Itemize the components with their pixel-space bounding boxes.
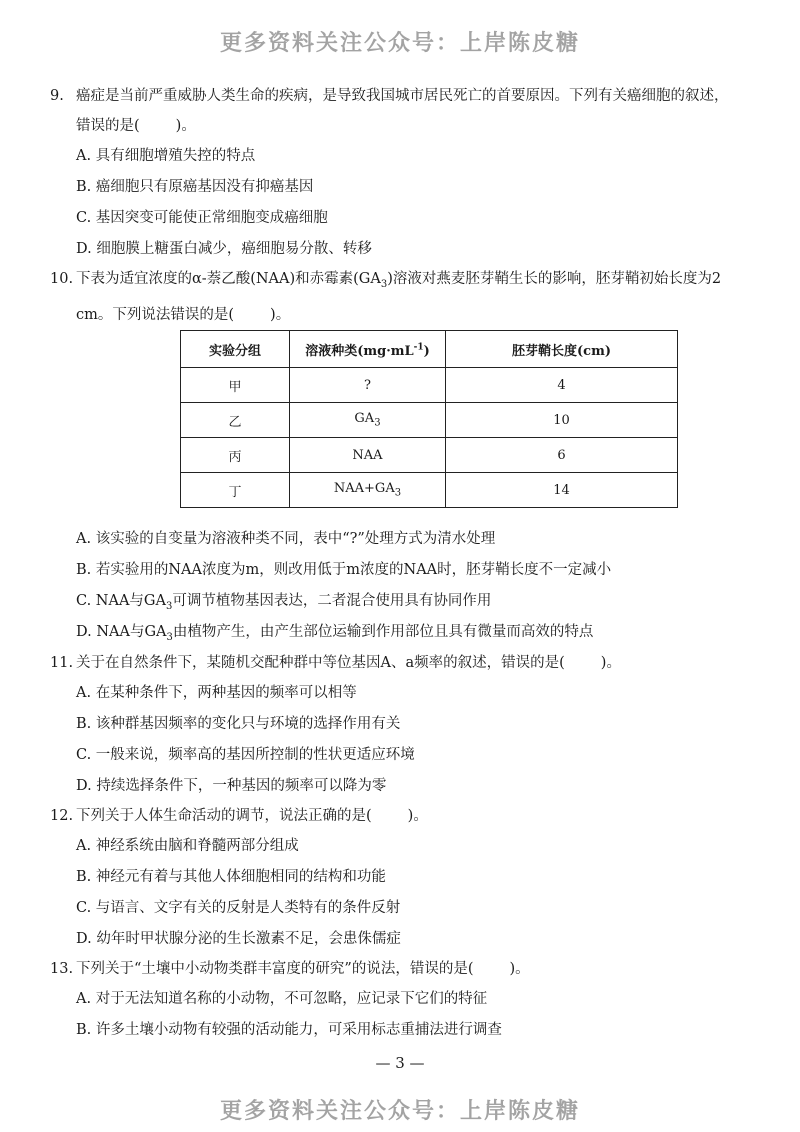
option-b: B. 癌细胞只有原癌基因没有抑癌基因 bbox=[76, 179, 314, 195]
column-header-length: 胚芽鞘长度(cm) bbox=[446, 331, 678, 368]
watermark-top: 更多资料关注公众号：上岸陈皮糖 bbox=[219, 31, 580, 56]
table-cell: 4 bbox=[446, 368, 678, 403]
option-c: C. NAA与$GA_3$可调节植物基因表达，二者混合使用具有协同作用 bbox=[76, 593, 492, 612]
option-b: B. 该种群基因频率的变化只与环境的选择作用有关 bbox=[76, 716, 401, 732]
table-row bbox=[181, 368, 678, 403]
growth-table bbox=[180, 330, 678, 508]
option-b: B. 神经元有着与其他人体细胞相同的结构和功能 bbox=[76, 869, 386, 885]
column-header-group: 实验分组 bbox=[181, 331, 290, 368]
table-cell: 14 bbox=[446, 473, 678, 508]
question-stem: 9. 癌症是当前严重威胁人类生命的疾病，是导致我国城市居民死亡的首要原因。下列有关癌细胞的叙述，错误的是( )。 bbox=[50, 81, 730, 141]
option-d: D. 细胞膜上糖蛋白减少，癌细胞易分散、转移 bbox=[76, 241, 372, 257]
option-c: C. 一般来说，频率高的基因所控制的性状更适应环境 bbox=[76, 747, 415, 763]
question-number: 13. bbox=[50, 961, 74, 977]
table-row bbox=[181, 403, 678, 438]
table-cell: 甲 bbox=[181, 368, 290, 403]
table-cell: 10 bbox=[446, 403, 678, 438]
option-d: D. 持续选择条件下，一种基因的频率可以降为零 bbox=[76, 778, 387, 794]
table-cell: 丙 bbox=[181, 438, 290, 473]
option-c: C. 基因突变可能使正常细胞变成癌细胞 bbox=[76, 210, 328, 226]
option-a: A. 该实验的自变量为溶液种类不同，表中“?”处理方式为清水处理 bbox=[76, 531, 496, 547]
question-number: 11. bbox=[50, 655, 74, 671]
question-stem: 11. 关于在自然条件下，某随机交配种群中等位基因A、a频率的叙述，错误的是( )。 bbox=[50, 648, 730, 678]
option-d: D. NAA与$GA_3$由植物产生，由产生部位运输到作用部位且具有微量而高效的特点 bbox=[76, 624, 594, 643]
option-a: A. 具有细胞增殖失控的特点 bbox=[76, 148, 256, 164]
option-b: B. 若实验用的NAA浓度为m，则改用低于m浓度的NAA时，胚芽鞘长度不一定减小 bbox=[76, 562, 612, 578]
table-cell: ? bbox=[290, 368, 446, 403]
option-d: D. 幼年时甲状腺分泌的生长激素不足，会患侏儒症 bbox=[76, 931, 401, 947]
table-cell: $NAA+GA_3$ bbox=[290, 473, 446, 508]
question-stem: 12. 下列关于人体生命活动的调节，说法正确的是( )。 bbox=[50, 801, 730, 831]
table-row bbox=[181, 438, 678, 473]
question-number: 10. bbox=[50, 271, 74, 287]
option-a: A. 神经系统由脑和脊髓两部分组成 bbox=[76, 838, 299, 854]
table-cell: $GA_3$ bbox=[290, 403, 446, 438]
question-number: 12. bbox=[50, 808, 74, 824]
question-9 bbox=[50, 81, 730, 265]
table-cell: 6 bbox=[446, 438, 678, 473]
question-10 bbox=[50, 264, 730, 330]
table-header-row bbox=[181, 331, 678, 368]
table-cell: 乙 bbox=[181, 403, 290, 438]
option-b: B. 许多土壤小动物有较强的活动能力，可采用标志重捕法进行调查 bbox=[76, 1022, 502, 1038]
option-a: A. 对于无法知道名称的小动物，不可忽略，应记录下它们的特征 bbox=[76, 991, 488, 1007]
table-cell: 丁 bbox=[181, 473, 290, 508]
column-header-solution: 溶液种类$(mg\cdot mL^{-1})$ bbox=[290, 331, 446, 368]
option-c: C. 与语言、文字有关的反射是人类特有的条件反射 bbox=[76, 900, 401, 916]
question-11 bbox=[50, 648, 730, 802]
page-number: — 3 — bbox=[375, 1054, 425, 1072]
question-12 bbox=[50, 801, 730, 955]
question-stem: 13. 下列关于“土壤中小动物类群丰富度的研究”的说法，错误的是( )。 bbox=[50, 954, 730, 984]
table-row bbox=[181, 473, 678, 508]
question-number: 9. bbox=[50, 88, 64, 104]
question-10-options bbox=[50, 524, 730, 648]
question-13 bbox=[50, 954, 730, 1046]
question-stem: 10. 下表为适宜浓度的α-萘乙酸(NAA)和赤霉素$(GA_3)$溶液对燕麦胚芽鞘生长的影响，胚芽鞘初始长度为2 cm。下列说法错误的是( )。 bbox=[50, 264, 730, 330]
watermark-bottom: 更多资料关注公众号：上岸陈皮糖 bbox=[219, 1099, 580, 1124]
table-cell: NAA bbox=[290, 438, 446, 473]
option-a: A. 在某种条件下，两种基因的频率可以相等 bbox=[76, 685, 357, 701]
